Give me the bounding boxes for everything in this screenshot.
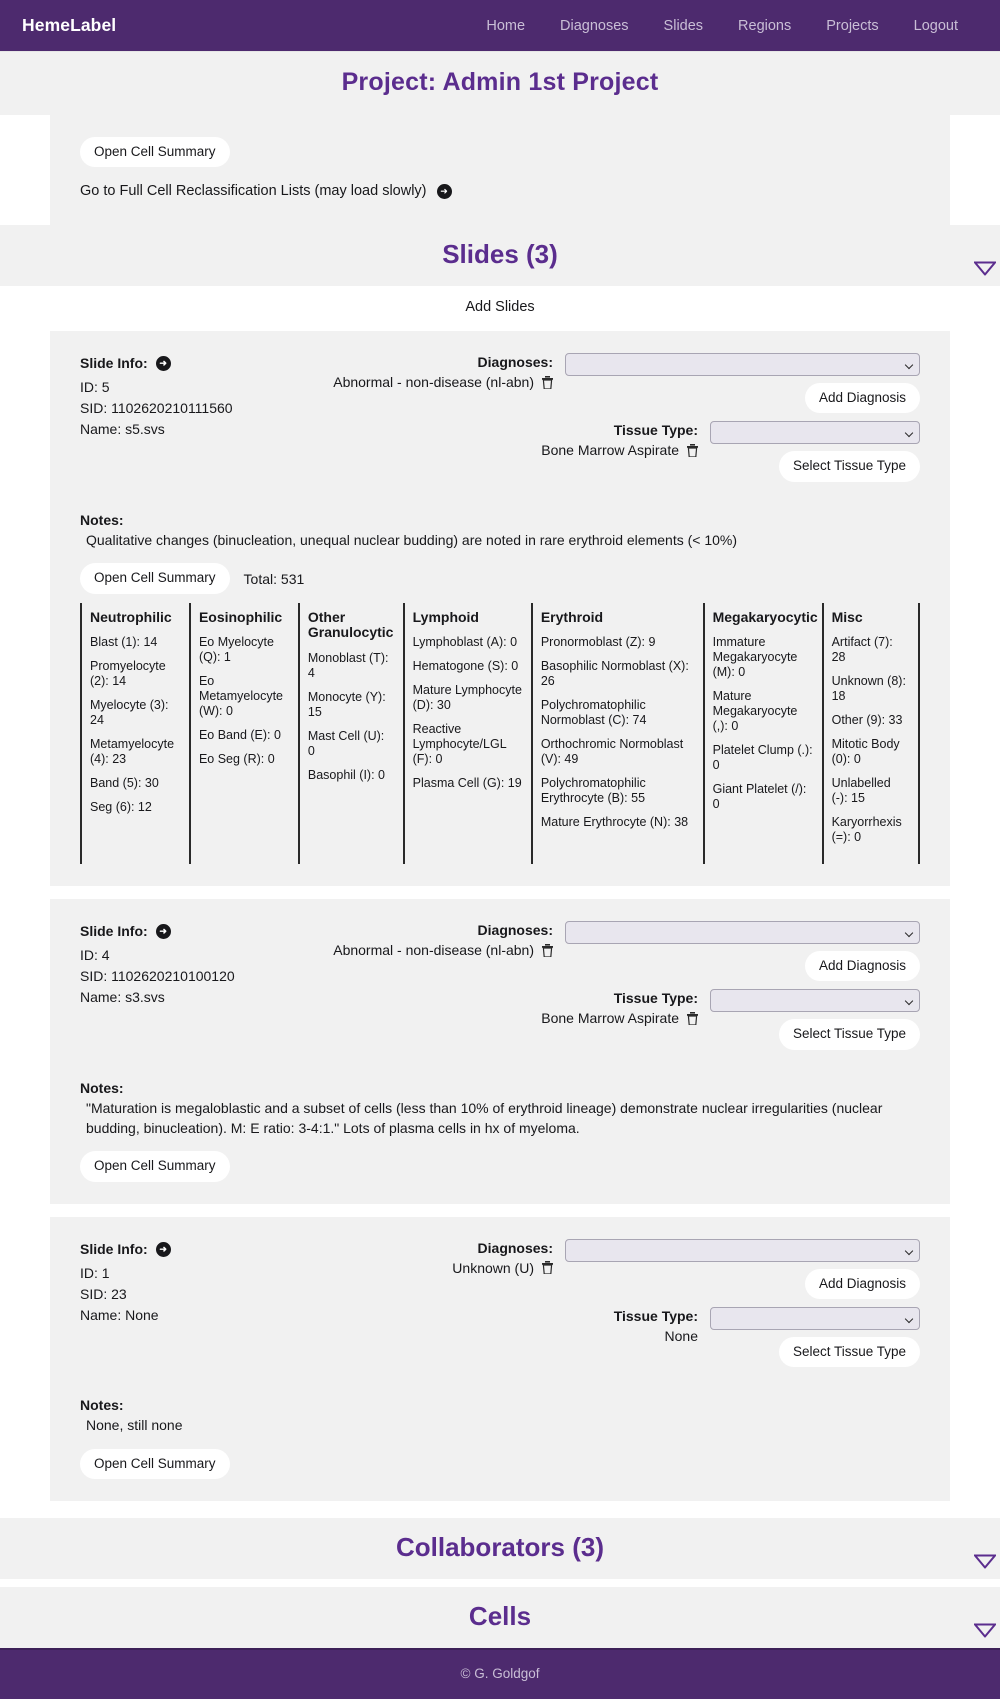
diagnosis-value: Unknown (U) — [452, 1259, 534, 1276]
cell-count-item: Mitotic Body (0): 0 — [831, 737, 900, 767]
diagnoses-left — [452, 1239, 553, 1276]
cell-count-item: Immature Megakaryocyte (M): 0 — [712, 635, 798, 680]
cells-section-title: Cells — [468, 1601, 532, 1632]
cell-count-item: Band (5): 30 — [90, 776, 159, 791]
cell-summary-column-other-granulocytic — [300, 603, 405, 865]
cell-count-item: Pronormoblast (Z): 9 — [540, 635, 656, 650]
tissue-type-row — [500, 421, 920, 481]
cell-count-item: Basophil (I): 0 — [307, 767, 385, 782]
cell-count-item: Basophilic Normoblast (X): 26 — [540, 659, 689, 689]
reclassification-link-row[interactable] — [80, 183, 920, 199]
slide-top-row — [80, 1239, 920, 1367]
trash-icon[interactable] — [542, 376, 553, 389]
nav-link-slides[interactable]: Slides — [663, 17, 704, 34]
page-footer — [0, 1648, 1000, 1699]
cell-count-item: Karyorrhexis (=): 0 — [831, 815, 902, 845]
nav-link-projects[interactable]: Projects — [826, 17, 879, 34]
cell-summary-column-neutrophilic — [82, 603, 191, 865]
tissue-type-select[interactable] — [710, 989, 920, 1012]
slide-sid: SID: 1102620210111560 — [80, 400, 233, 417]
slide-top-row — [80, 353, 920, 481]
tissue-type-left — [614, 1307, 698, 1344]
project-actions-panel — [50, 115, 950, 225]
cells-section-header[interactable] — [0, 1587, 1000, 1648]
notes-text: "Maturation is megaloblastic and a subset of cells (less than 10% of erythroid lineage) demonstrate nuclear irregularities (nuclear budding, binucleation). M: E ratio: 3-4:1." Lots of plasma cells in hx of myeloma. — [86, 1099, 883, 1136]
cell-count-item: Mast Cell (U): 0 — [307, 728, 385, 758]
tissue-type-value-row — [614, 1328, 698, 1344]
diagnoses-left — [333, 353, 553, 390]
cell-count-item: Eo Myelocyte (Q): 1 — [198, 635, 274, 665]
tissue-type-select-wrap — [710, 1307, 920, 1330]
select-tissue-type-button[interactable]: Select Tissue Type — [779, 1337, 920, 1367]
notes-block — [80, 1397, 920, 1436]
tissue-type-controls — [710, 1307, 920, 1367]
circle-arrow-right-icon[interactable]: ➜ — [156, 356, 171, 371]
diagnosis-value-row — [452, 1260, 553, 1276]
add-diagnosis-button[interactable]: Add Diagnosis — [805, 383, 920, 413]
diagnoses-row — [333, 921, 920, 981]
nav-link-diagnoses[interactable]: Diagnoses — [560, 17, 629, 34]
cell-count-item: Eo Seg (R): 0 — [198, 752, 275, 767]
tissue-type-select-wrap — [710, 989, 920, 1012]
cell-summary-column-lymphoid — [405, 603, 533, 865]
cell-count-item: Myelocyte (3): 24 — [90, 698, 169, 728]
cell-count-item: Mature Megakaryocyte (,): 0 — [712, 689, 798, 734]
notes-label: Notes: — [80, 1079, 124, 1096]
add-diagnosis-button[interactable]: Add Diagnosis — [805, 951, 920, 981]
open-cell-summary-button[interactable]: Open Cell Summary — [80, 563, 230, 593]
collaborators-section-title: Collaborators (3) — [395, 1532, 605, 1563]
cell-summary-column-erythroid — [533, 603, 705, 865]
slides-list — [0, 331, 1000, 1518]
diagnosis-select[interactable] — [565, 353, 920, 376]
open-cell-summary-button[interactable]: Open Cell Summary — [80, 137, 230, 167]
cell-count-item: Orthochromic Normoblast (V): 49 — [540, 737, 684, 767]
tissue-type-row — [500, 989, 920, 1049]
tissue-type-controls — [710, 421, 920, 481]
notes-block — [80, 512, 920, 551]
collaborators-section-header[interactable] — [0, 1518, 1000, 1579]
diagnosis-value-row — [333, 374, 553, 390]
cell-count-item: Seg (6): 12 — [90, 800, 152, 815]
column-header: Eosinophilic — [198, 608, 283, 625]
diagnoses-label: Diagnoses: — [477, 354, 553, 371]
column-header: Megakaryocytic — [712, 608, 818, 625]
column-header: Neutrophilic — [90, 608, 172, 625]
cell-count-item: Mature Lymphocyte (D): 30 — [412, 683, 522, 713]
slide-info-block — [80, 1239, 500, 1326]
diagnosis-value: Abnormal - non-disease (nl-abn) — [333, 942, 534, 959]
nav-links — [486, 18, 978, 34]
column-header: Lymphoid — [412, 608, 479, 625]
page-title: Project: Admin 1st Project — [341, 68, 659, 96]
diagnosis-controls — [565, 353, 920, 413]
page-title-bar — [0, 52, 1000, 115]
cell-count-item: Promyelocyte (2): 14 — [90, 659, 166, 689]
cell-count-item: Plasma Cell (G): 19 — [412, 776, 522, 791]
add-slides-label: Add Slides — [465, 299, 535, 316]
trash-icon[interactable] — [542, 944, 553, 957]
cell-count-item: Lymphoblast (A): 0 — [412, 635, 518, 650]
nav-link-regions[interactable]: Regions — [738, 17, 792, 34]
tissue-type-left — [541, 989, 698, 1026]
cell-summary-toggle-row — [80, 563, 920, 593]
cell-summary-column-megakaryocytic — [705, 603, 824, 865]
slide-top-row — [80, 921, 920, 1049]
cell-count-item: Other (9): 33 — [831, 713, 903, 728]
slide-sid: SID: 1102620210100120 — [80, 968, 235, 985]
slide-info-label: Slide Info: — [80, 355, 148, 372]
nav-link-home[interactable]: Home — [486, 17, 526, 34]
column-header: Other Granulocytic — [307, 608, 394, 641]
open-cell-summary-button[interactable]: Open Cell Summary — [80, 1151, 230, 1181]
tissue-type-row — [500, 1307, 920, 1367]
tissue-type-value-row — [541, 442, 698, 458]
chevron-down-icon[interactable] — [964, 250, 984, 261]
slides-section-header[interactable] — [0, 225, 1000, 286]
reclassification-link-label: Go to Full Cell Reclassification Lists (may load slowly) — [80, 183, 427, 200]
diagnosis-controls — [565, 1239, 920, 1299]
diagnosis-select[interactable] — [565, 1239, 920, 1262]
notes-label: Notes: — [80, 511, 124, 528]
slide-sid: SID: 23 — [80, 1285, 127, 1302]
copyright-text: © G. Goldgof — [460, 1666, 540, 1682]
slide-name: Name: s5.svs — [80, 421, 165, 438]
tissue-type-select[interactable] — [710, 1307, 920, 1330]
section-spacer — [0, 1579, 1000, 1587]
cell-count-item: Hematogone (S): 0 — [412, 659, 519, 674]
app-brand[interactable]: HemeLabel — [22, 15, 117, 35]
diagnosis-select-wrap — [565, 353, 920, 376]
cell-count-item: Eo Band (E): 0 — [198, 728, 281, 743]
cell-summary-column-eosinophilic — [191, 603, 300, 865]
slides-section-title: Slides (3) — [442, 239, 558, 270]
cell-summary-column-misc — [824, 603, 920, 865]
cell-count-item: Platelet Clump (.): 0 — [712, 743, 813, 773]
cell-count-item: Metamyelocyte (4): 23 — [90, 737, 175, 767]
top-navbar — [0, 0, 1000, 52]
tissue-type-label: Tissue Type: — [613, 422, 698, 439]
cell-count-item: Unknown (8): 18 — [831, 674, 906, 704]
diagnosis-select-wrap — [565, 1239, 920, 1262]
slide-id: ID: 1 — [80, 1264, 110, 1281]
select-tissue-type-button[interactable]: Select Tissue Type — [779, 1019, 920, 1049]
tissue-type-controls — [710, 989, 920, 1049]
slide-name: Name: s3.svs — [80, 989, 165, 1006]
add-diagnosis-button[interactable]: Add Diagnosis — [805, 1269, 920, 1299]
cell-total: Total: 531 — [243, 570, 305, 587]
diagnoses-label: Diagnoses: — [477, 1239, 553, 1256]
diagnoses-label: Diagnoses: — [477, 922, 553, 939]
tissue-type-value: None — [664, 1327, 698, 1344]
open-cell-summary-button[interactable]: Open Cell Summary — [80, 1449, 230, 1479]
trash-icon[interactable] — [687, 1012, 698, 1025]
notes-text: Qualitative changes (binucleation, unequal nuclear budding) are noted in rare erythroid elements (< 10%) — [86, 531, 738, 548]
trash-icon[interactable] — [542, 1261, 553, 1274]
slide-info-label-row — [80, 1239, 500, 1260]
cell-count-item: Mature Erythrocyte (N): 38 — [540, 815, 689, 830]
cell-count-item: Artifact (7): 28 — [831, 635, 893, 665]
chevron-down-icon[interactable] — [964, 1543, 984, 1554]
select-tissue-type-button[interactable]: Select Tissue Type — [779, 451, 920, 481]
diagnoses-row — [333, 353, 920, 413]
notes-block — [80, 1080, 920, 1139]
diagnosis-value: Abnormal - non-disease (nl-abn) — [333, 374, 534, 391]
slide-card — [50, 1217, 950, 1501]
slide-id: ID: 4 — [80, 947, 110, 964]
cell-summary-table — [80, 603, 920, 865]
cell-count-item: Polychromatophilic Erythrocyte (B): 55 — [540, 776, 646, 806]
tissue-type-value: Bone Marrow Aspirate — [541, 1010, 679, 1027]
tissue-type-value-row — [541, 1010, 698, 1026]
diagnosis-select[interactable] — [565, 921, 920, 944]
diagnosis-value-row — [333, 942, 553, 958]
slide-card — [50, 331, 950, 886]
tissue-type-label: Tissue Type: — [613, 1307, 698, 1324]
chevron-down-icon[interactable] — [964, 1612, 984, 1623]
slide-card — [50, 899, 950, 1203]
notes-text: None, still none — [86, 1416, 183, 1433]
column-header: Misc — [831, 608, 863, 625]
cell-count-item: Polychromatophilic Normoblast (C): 74 — [540, 698, 647, 728]
slide-info-label: Slide Info: — [80, 923, 148, 940]
cell-count-item: Monoblast (T): 4 — [307, 650, 389, 680]
tissue-type-select-wrap — [710, 421, 920, 444]
trash-icon[interactable] — [687, 444, 698, 457]
cell-summary-toggle-row — [80, 1449, 920, 1479]
cell-count-item: Eo Metamyelocyte (W): 0 — [198, 674, 283, 719]
cell-count-item: Giant Platelet (/): 0 — [712, 782, 807, 812]
diagnosis-controls — [565, 921, 920, 981]
cell-summary-toggle-row — [80, 1151, 920, 1181]
diagnoses-row — [452, 1239, 920, 1299]
column-header: Erythroid — [540, 608, 604, 625]
cell-count-item: Unlabelled (-): 15 — [831, 776, 891, 806]
tissue-type-select[interactable] — [710, 421, 920, 444]
tissue-type-value: Bone Marrow Aspirate — [541, 442, 679, 459]
cell-count-item: Reactive Lymphocyte/LGL (F): 0 — [412, 722, 507, 767]
cell-count-item: Monocyte (Y): 15 — [307, 689, 386, 719]
slide-classification-block — [333, 921, 920, 1049]
slide-classification-block — [333, 353, 920, 481]
diagnosis-select-wrap — [565, 921, 920, 944]
slide-classification-block — [452, 1239, 920, 1367]
circle-arrow-right-icon[interactable]: ➜ — [156, 924, 171, 939]
nav-link-logout[interactable]: Logout — [913, 17, 958, 34]
slide-info-label: Slide Info: — [80, 1240, 148, 1257]
add-slides-row[interactable] — [0, 286, 1000, 331]
slide-name: Name: None — [80, 1306, 159, 1323]
tissue-type-left — [541, 421, 698, 458]
slide-id: ID: 5 — [80, 379, 110, 396]
circle-arrow-right-icon[interactable]: ➜ — [437, 184, 452, 199]
diagnoses-left — [333, 921, 553, 958]
cell-count-item: Blast (1): 14 — [90, 635, 158, 650]
circle-arrow-right-icon[interactable]: ➜ — [156, 1242, 171, 1257]
tissue-type-label: Tissue Type: — [613, 990, 698, 1007]
notes-label: Notes: — [80, 1396, 124, 1413]
